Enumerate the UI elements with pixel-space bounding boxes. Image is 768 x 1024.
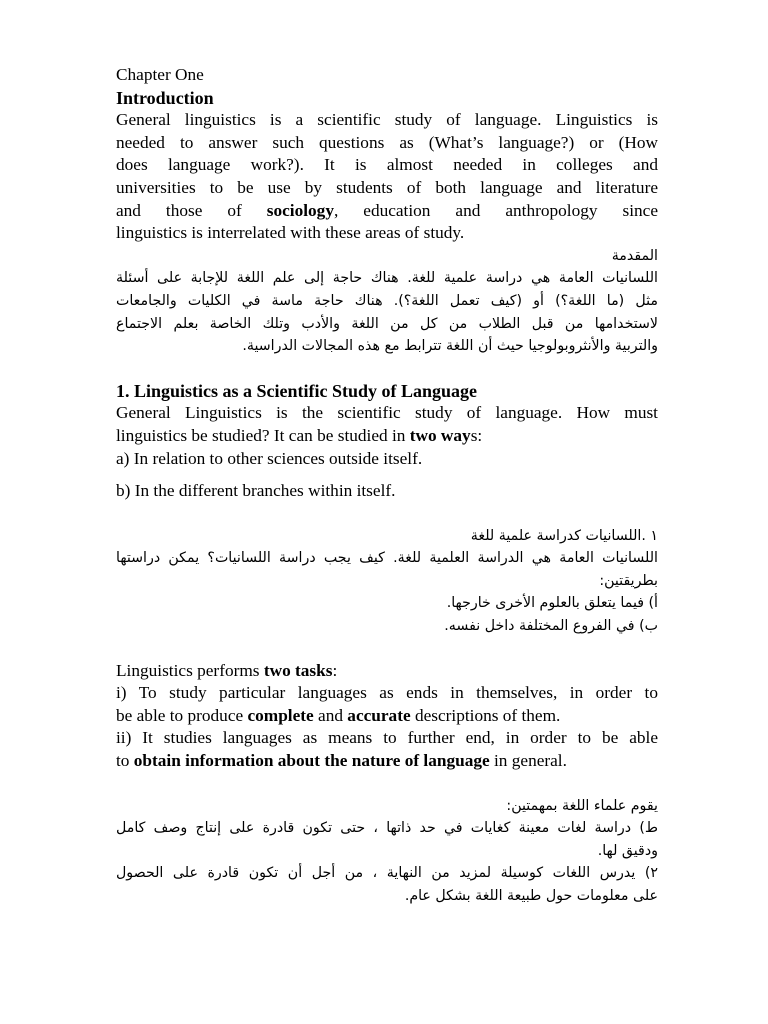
intro-text: , education and anthropology since (333, 200, 658, 220)
tasks-bold-term: complete (247, 705, 314, 725)
intro-bold-term: sociology (266, 200, 334, 220)
spacer (116, 638, 658, 660)
intro-line: linguistics is interrelated with these areas of study. (116, 223, 465, 243)
tasks-text: be able to produce (116, 705, 248, 725)
tasks-text: Linguistics performs (116, 660, 264, 680)
chapter-label: Chapter One (116, 65, 204, 84)
tasks-bold-term: accurate (347, 705, 411, 725)
spacer (116, 503, 658, 525)
section1-text: s: (470, 425, 483, 445)
tasks-text: and (313, 705, 348, 725)
arabic-section1-item-a: أ) فيما يتعلق بالعلوم الأخرى خارجها. (446, 595, 658, 612)
arabic-intro-line: اللسانيات العامة هي دراسة علمية للغة. هناك حاجة إلى علم اللغة للإجابة على أسئلة (116, 270, 658, 287)
tasks-line (116, 750, 658, 773)
arabic-intro-line: لاستخدامها من قبل الطلاب من كل من اللغة والأدب وتلك الخاصة بعلم الاجتماع (116, 315, 658, 332)
arabic-section1-line: بطريقتين: (599, 572, 658, 589)
section1-bold-term: two way (409, 425, 471, 445)
tasks-text: : (332, 660, 338, 680)
intro-line: General linguistics is a scientific study of language. Linguistics is (116, 110, 658, 130)
arabic-tasks-line: على معلومات حول طبيعة اللغة بشكل عام. (404, 888, 658, 904)
intro-text: and those of (116, 200, 267, 220)
arabic-section1-item-b: ب) في الفروع المختلفة داخل نفسه. (444, 618, 658, 635)
spacer (116, 358, 658, 380)
arabic-intro-heading: المقدمة (611, 247, 658, 264)
tasks-bold-term: obtain information about the nature of language (133, 751, 490, 771)
intro-line: does language work?). It is almost needed in colleges and (116, 155, 658, 175)
intro-line: needed to answer such questions as (What’s language?) or (How (116, 132, 658, 152)
section1-line: General Linguistics is the scientific study of language. How must (116, 403, 658, 423)
section1-text: linguistics be studied? It can be studied in (116, 425, 410, 445)
intro-line: universities to be use by students of both language and literature (116, 177, 658, 197)
tasks-text: in general. (489, 751, 567, 771)
tasks-line (116, 660, 658, 683)
arabic-tasks-heading: يقوم علماء اللغة بمهمتين: (506, 797, 658, 814)
spacer (116, 470, 658, 480)
intro-line (116, 200, 658, 223)
tasks-line: ii) It studies languages as means to further end, in order to be able (116, 728, 658, 748)
spacer (116, 773, 658, 795)
arabic-tasks-line: ودقيق لها. (597, 842, 658, 859)
arabic-section1-line: اللسانيات العامة هي الدراسة العلمية للغة. كيف يجب دراسة اللسانيات؟ يمكن دراستها (116, 550, 658, 567)
tasks-text: to (116, 751, 134, 771)
section1-item-a: a) In relation to other sciences outside itself. (116, 448, 423, 468)
tasks-line: i) To study particular languages as ends in themselves, in order to (116, 683, 658, 703)
arabic-tasks-line: ط) دراسة لغات معينة كغايات في حد ذاتها ، حتى تكون قادرة على إنتاج وصف كامل (116, 820, 658, 837)
section1-heading: 1. Linguistics as a Scientific Study of Language (116, 380, 478, 401)
section1-line (116, 425, 658, 448)
arabic-tasks-line: ٢) يدرس اللغات كوسيلة لمزيد من النهاية ، من أجل أن تكون قادرة على الحصول (116, 865, 658, 882)
arabic-intro-line: مثل (ما اللغة؟) أو (كيف تعمل اللغة؟). هناك حاجة ماسة في الكليات والجامعات (116, 292, 658, 309)
section1-item-b: b) In the different branches within itself. (116, 481, 396, 501)
tasks-text: descriptions of them. (410, 705, 561, 725)
intro-heading: Introduction (116, 87, 214, 108)
tasks-bold-term: two tasks (263, 660, 333, 680)
arabic-intro-line: والتربية والأنثروبولوجيا حيث أن اللغة تترابط مع هذه المجالات الدراسية. (242, 338, 658, 355)
tasks-line (116, 705, 658, 728)
arabic-section1-heading: ١ .اللسانيات كدراسة علمية للغة (470, 527, 658, 544)
document-page (116, 64, 658, 908)
